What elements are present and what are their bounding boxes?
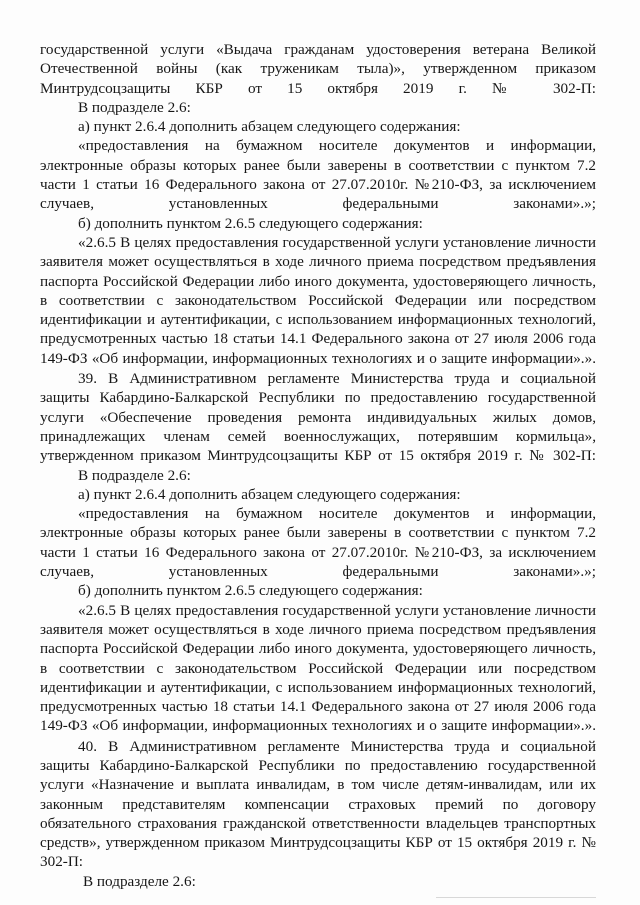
quoted-paragraph: «2.6.5 В целях предоставления государственной услуги установление личности заявителя может осуществляться в ходе личного приема посредством предъявления паспорта Российской Федерации либо иного документа, удостоверяющего личность, в соответствии с законодательством Российской Федерации или посредством идентификации и аутентификации, с использованием информационных технологий, предусмотренных частью 18 статьи 14.1 Федерального закона от 27 июля 2006 года 149-ФЗ «Об информации, информационных технологиях и о защите информации».». bbox=[40, 233, 596, 367]
item-a: а) пункт 2.6.4 дополнить абзацем следующего содержания: bbox=[78, 118, 461, 136]
paragraph-continuation: государственной услуги «Выдача гражданам удостоверения ветерана Великой Отечественной войны (как труженикам тыла)», утвержденном приказом Минтрудсоцзащиты КБР от 15 октября 2019 г. № 302-П: bbox=[40, 41, 596, 97]
item-b: б) дополнить пунктом 2.6.5 следующего содержания: bbox=[78, 214, 423, 232]
paragraph-39: 39. В Административном регламенте Министерства труда и социальной защиты Кабардино-Балкарской Республики по предоставлению государственной услуги «Обеспечение проведения ремонта индивидуальных жилых домов, принадлежащих членам семей военнослужащих, потерявшим кормильца», утвержденном приказом Минтрудсоцзащиты КБР от 15 октября 2019 г. № 302-П: bbox=[40, 370, 596, 465]
quoted-paragraph: «2.6.5 В целях предоставления государственной услуги установление личности заявителя может осуществляться в ходе личного приема посредством предъявления паспорта Российской Федерации либо иного документа, удостоверяющего личность, в соответствии с законодательством Российской Федерации или посредством идентификации и аутентификации, с использованием информационных технологий, предусмотренных частью 18 статьи 14.1 Федерального закона от 27 июля 2006 года 149-ФЗ «Об информации, информационных технологиях и о защите информации».». bbox=[40, 601, 596, 735]
quoted-paragraph: «предоставления на бумажном носителе документов и информации, электронные образы которых ранее были заверены в соответствии с пунктом 7.2 части 1 статьи 16 Федерального закона от 27.07.2010г. №210-ФЗ, за исключением случаев, установленных федеральными законами».»; bbox=[40, 137, 596, 213]
item-a: а) пункт 2.6.4 дополнить абзацем следующего содержания: bbox=[78, 485, 461, 503]
document-body bbox=[40, 40, 596, 891]
subsection-heading: В подразделе 2.6: bbox=[78, 98, 191, 116]
subsection-heading: В подразделе 2.6: bbox=[78, 466, 191, 484]
scan-edge-line bbox=[436, 897, 596, 898]
quoted-paragraph: «предоставления на бумажном носителе документов и информации, электронные образы которых ранее были заверены в соответствии с пунктом 7.2 части 1 статьи 16 Федерального закона от 27.07.2010г. №210-ФЗ, за исключением случаев, установленных федеральными законами».»; bbox=[40, 505, 596, 581]
item-b: б) дополнить пунктом 2.6.5 следующего содержания: bbox=[78, 582, 423, 600]
subsection-heading: В подразделе 2.6: bbox=[83, 872, 196, 890]
paragraph-40: 40. В Административном регламенте Министерства труда и социальной защиты Кабардино-Балкарской Республики по предоставлению государственной услуги «Назначение и выплата инвалидам, в том числе детям-инвалидам, или их законным представителям компенсации страховых премий по договору обязательного страхования гражданской ответственности владельцев транспортных средств», утвержденном приказом Минтрудсоцзащиты КБР от 15 октября 2019 г. № 302-П: bbox=[40, 737, 596, 871]
